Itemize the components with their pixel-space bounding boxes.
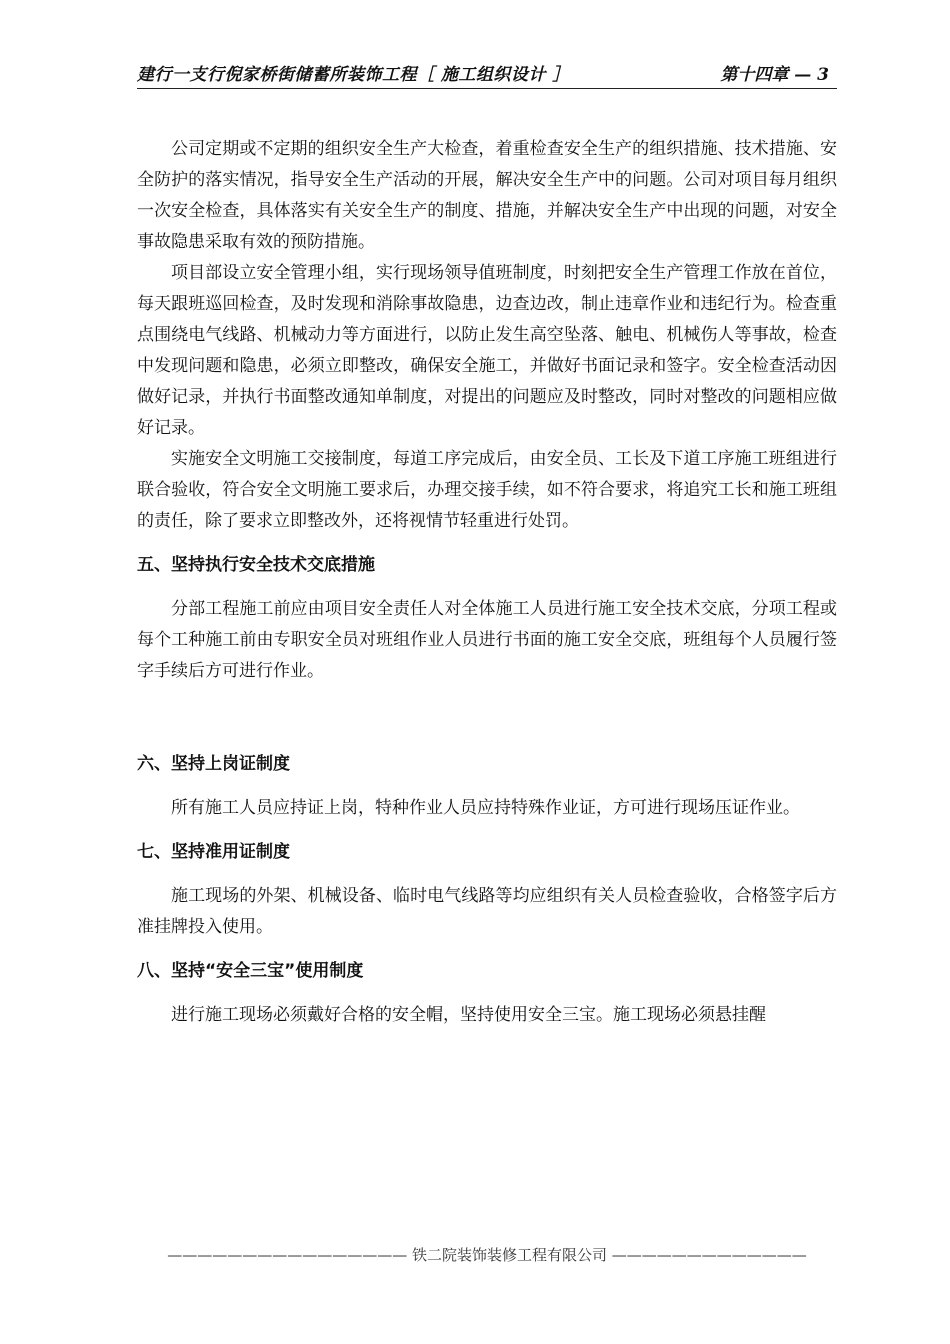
section-heading: 五、坚持执行安全技术交底措施 xyxy=(137,555,375,575)
body-paragraph: 项目部设立安全管理小组，实行现场领导值班制度，时刻把安全生产管理工作放在首位，每天跟班巡回检查，及时发现和消除事故隐患，边查边改，制止违章作业和违纪行为。检查重点围绕电气线路、机械动力等方面进行，以防止发生高空坠落、触电、机械伤人等事故，检查中发现问题和隐患，必须立即整改，确保安全施工，并做好书面记录和签字。安全检查活动因做好记录，并执行书面整改通知单制度，对提出的问题应及时整改，同时对整改的问题相应做好记录。 xyxy=(137,263,837,438)
section-heading: 八、坚持“安全三宝”使用制度 xyxy=(137,961,364,981)
section-paragraph: 进行施工现场必须戴好合格的安全帽，坚持使用安全三宝。施工现场必须悬挂醒 xyxy=(171,1005,766,1025)
section-paragraph: 施工现场的外架、机械设备、临时电气线路等均应组织有关人员检查验收，合格签字后方准挂牌投入使用。 xyxy=(137,886,837,937)
page-header xyxy=(137,62,837,89)
body-paragraph: 公司定期或不定期的组织安全生产大检查，着重检查安全生产的组织措施、技术措施、安全防护的落实情况，指导安全生产活动的开展，解决安全生产中的问题。公司对项目每月组织一次安全检查，具体落实有关安全生产的制度、措施，并解决安全生产中出现的问题，对安全事故隐患采取有效的预防措施。 xyxy=(137,139,837,252)
section-paragraph: 分部工程施工前应由项目安全责任人对全体施工人员进行施工安全技术交底，分项工程或每个工种施工前由专职安全员对班组作业人员进行书面的施工安全交底，班组每个人员履行签字手续后方可进行作业。 xyxy=(137,599,837,681)
document-body xyxy=(137,134,837,1031)
page-footer: ———————————————— 铁二院装饰装修工程有限公司 ————————————— xyxy=(167,1246,807,1264)
body-paragraph: 实施安全文明施工交接制度，每道工序完成后，由安全员、工长及下道工序施工班组进行联合验收，符合安全文明施工要求后，办理交接手续，如不符合要求，将追究工长和施工班组的责任，除了要求立即整改外，还将视情节轻重进行处罚。 xyxy=(137,449,837,531)
document-title: 建行一支行倪家桥街储蓄所装饰工程［ 施工组织设计 ］ xyxy=(137,65,570,85)
section-paragraph: 所有施工人员应持证上岗，特种作业人员应持特殊作业证，方可进行现场压证作业。 xyxy=(171,798,800,818)
chapter-page-number: 第十四章 — 3 xyxy=(720,65,829,85)
section-heading: 六、坚持上岗证制度 xyxy=(137,754,290,774)
section-heading: 七、坚持准用证制度 xyxy=(137,842,290,862)
